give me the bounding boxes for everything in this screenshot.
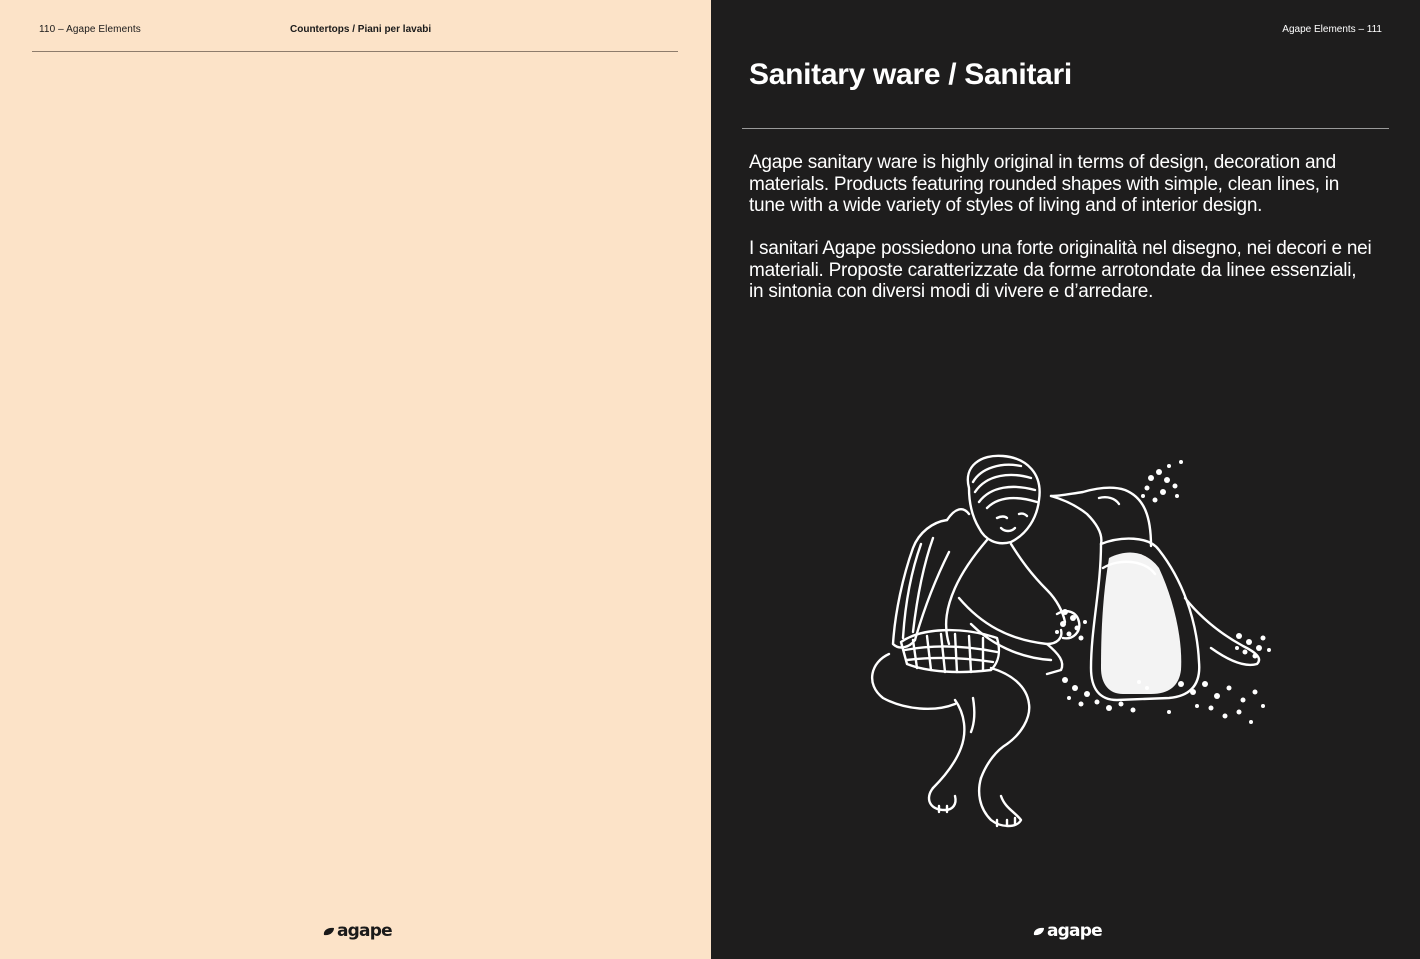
title-divider [742,128,1389,129]
section-title: Countertops / Piani per lavabi [290,24,432,35]
header-divider-left [32,51,678,52]
boy-and-penguin-illustration [851,448,1281,838]
leaf-logo-icon [1033,927,1045,936]
page-folio-right: Agape Elements – 111 [1282,24,1382,35]
right-page [711,0,1420,959]
leaf-logo-icon [323,927,335,936]
page-title: Sanitary ware / Sanitari [749,58,1072,91]
agape-logo-left [323,919,392,943]
logo-wordmark-left: agape [337,921,392,941]
page-folio-left: 110 – Agape Elements [39,24,141,35]
logo-wordmark-right: agape [1047,921,1102,941]
paragraph-english: Agape sanitary ware is highly original in terms of design, decoration and materials. Products featuring rounded shapes with simple, clean lines, in tune with a wide variety of styles of living and of interior design. [749,152,1340,216]
paragraph-italian: I sanitari Agape possiedono una forte originalità nel disegno, nei decori e nei materiali. Proposte caratterizzate da forme arrotondate da linee essenziali, in sintonia con diversi modi di vivere e d’arredare. [749,238,1372,302]
agape-logo-right [1033,919,1102,943]
